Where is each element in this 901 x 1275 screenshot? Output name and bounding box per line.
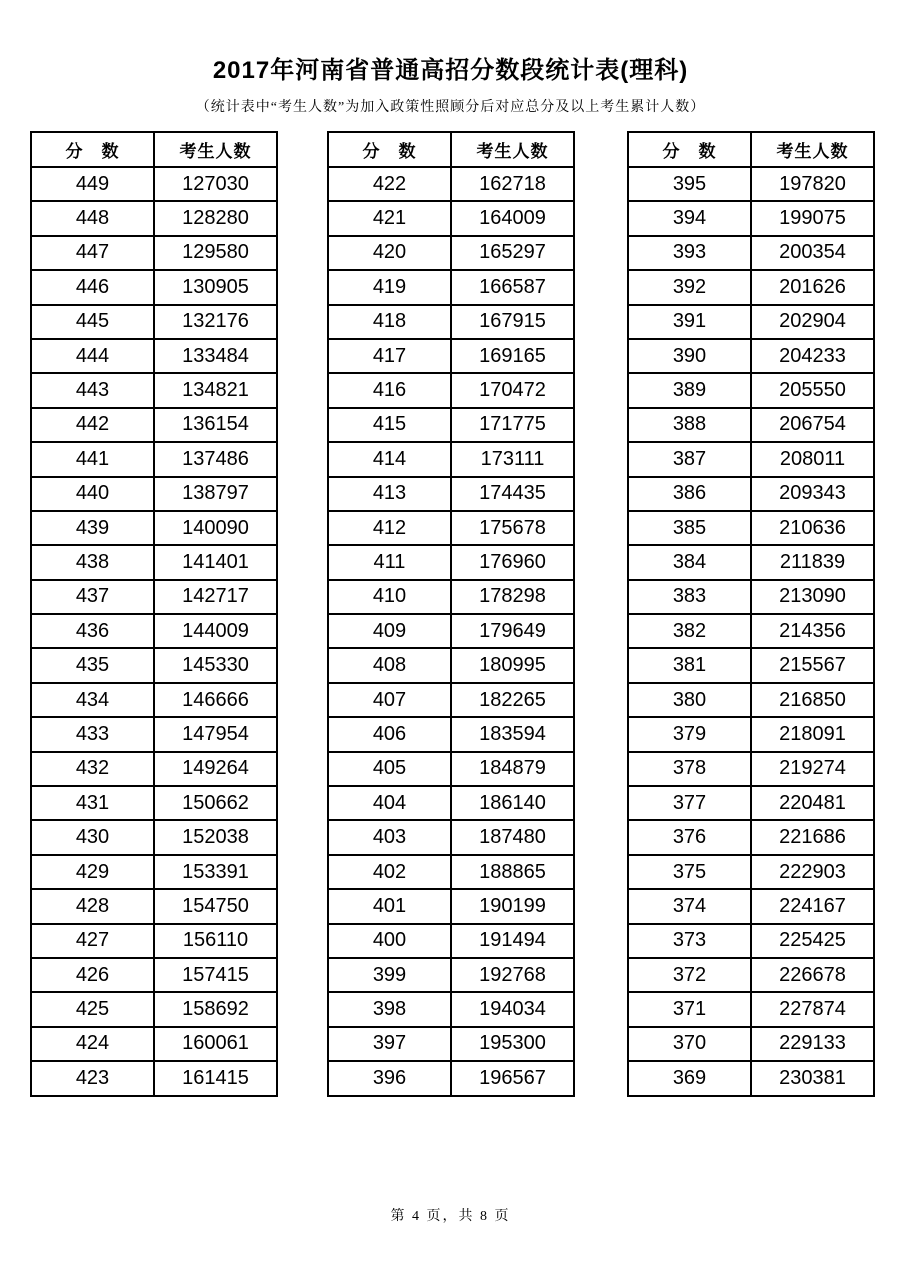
score-cell: 425 (31, 992, 154, 1026)
count-cell: 202904 (751, 305, 874, 339)
score-cell: 406 (328, 717, 451, 751)
table-row (328, 683, 574, 717)
count-cell: 214356 (751, 614, 874, 648)
count-cell: 171775 (451, 408, 574, 442)
score-cell: 419 (328, 270, 451, 304)
count-cell: 140090 (154, 511, 277, 545)
count-cell: 220481 (751, 786, 874, 820)
count-cell: 166587 (451, 270, 574, 304)
count-cell: 192768 (451, 958, 574, 992)
count-cell: 167915 (451, 305, 574, 339)
table-row (628, 855, 874, 889)
count-cell: 229133 (751, 1027, 874, 1061)
table-row (31, 270, 277, 304)
score-column-header: 分 数 (31, 132, 154, 167)
score-cell: 383 (628, 580, 751, 614)
score-cell: 396 (328, 1061, 451, 1095)
count-cell: 173111 (451, 442, 574, 476)
score-cell: 387 (628, 442, 751, 476)
score-cell: 371 (628, 992, 751, 1026)
page-subtitle: （统计表中“考生人数”为加入政策性照顾分后对应总分及以上考生累计人数） (195, 100, 706, 115)
score-cell: 423 (31, 1061, 154, 1095)
table-row (328, 236, 574, 270)
table-row (31, 717, 277, 751)
count-column-header: 考生人数 (451, 132, 574, 167)
count-cell: 175678 (451, 511, 574, 545)
table-row (628, 305, 874, 339)
table-row (31, 1061, 277, 1095)
table-row (628, 545, 874, 579)
table-row (328, 339, 574, 373)
score-table-middle (327, 131, 575, 1097)
score-cell: 379 (628, 717, 751, 751)
score-cell: 393 (628, 236, 751, 270)
table-row (628, 1061, 874, 1095)
table-row (328, 270, 574, 304)
count-cell: 226678 (751, 958, 874, 992)
score-cell: 449 (31, 167, 154, 201)
table-row (628, 992, 874, 1026)
count-cell: 153391 (154, 855, 277, 889)
table-row (328, 580, 574, 614)
count-cell: 150662 (154, 786, 277, 820)
score-cell: 404 (328, 786, 451, 820)
score-column-header: 分 数 (628, 132, 751, 167)
table-row (328, 1027, 574, 1061)
count-cell: 195300 (451, 1027, 574, 1061)
count-cell: 156110 (154, 924, 277, 958)
score-cell: 433 (31, 717, 154, 751)
count-cell: 162718 (451, 167, 574, 201)
table-row (628, 1027, 874, 1061)
count-cell: 170472 (451, 373, 574, 407)
score-cell: 434 (31, 683, 154, 717)
count-cell: 127030 (154, 167, 277, 201)
count-cell: 206754 (751, 408, 874, 442)
table-row (628, 648, 874, 682)
score-cell: 416 (328, 373, 451, 407)
table-row (628, 270, 874, 304)
table-row (31, 167, 277, 201)
count-cell: 205550 (751, 373, 874, 407)
count-cell: 208011 (751, 442, 874, 476)
table-row (31, 236, 277, 270)
score-cell: 391 (628, 305, 751, 339)
count-cell: 130905 (154, 270, 277, 304)
count-cell: 158692 (154, 992, 277, 1026)
count-cell: 136154 (154, 408, 277, 442)
table-row (628, 339, 874, 373)
table-row (628, 683, 874, 717)
count-cell: 174435 (451, 477, 574, 511)
score-cell: 400 (328, 924, 451, 958)
table-row (628, 717, 874, 751)
score-cell: 399 (328, 958, 451, 992)
table-row (31, 201, 277, 235)
score-cell: 390 (628, 339, 751, 373)
score-cell: 439 (31, 511, 154, 545)
count-cell: 194034 (451, 992, 574, 1026)
count-cell: 132176 (154, 305, 277, 339)
score-cell: 417 (328, 339, 451, 373)
table-row (328, 752, 574, 786)
score-cell: 442 (31, 408, 154, 442)
table-header-row (628, 132, 874, 167)
table-row (31, 373, 277, 407)
table-row (31, 580, 277, 614)
table-row (328, 167, 574, 201)
table-row (31, 408, 277, 442)
score-cell: 376 (628, 820, 751, 854)
table-row (628, 511, 874, 545)
table-row (31, 477, 277, 511)
table-row (328, 305, 574, 339)
count-cell: 128280 (154, 201, 277, 235)
table-row (628, 889, 874, 923)
score-cell: 424 (31, 1027, 154, 1061)
count-cell: 225425 (751, 924, 874, 958)
table-row (628, 752, 874, 786)
table-row (328, 511, 574, 545)
score-cell: 413 (328, 477, 451, 511)
table-row (628, 373, 874, 407)
score-cell: 447 (31, 236, 154, 270)
score-table-right (627, 131, 875, 1097)
score-cell: 409 (328, 614, 451, 648)
table-row (31, 511, 277, 545)
count-cell: 190199 (451, 889, 574, 923)
score-cell: 436 (31, 614, 154, 648)
score-cell: 384 (628, 545, 751, 579)
table-row (328, 786, 574, 820)
score-cell: 402 (328, 855, 451, 889)
table-row (328, 373, 574, 407)
count-cell: 137486 (154, 442, 277, 476)
count-cell: 129580 (154, 236, 277, 270)
table-row (328, 408, 574, 442)
count-cell: 164009 (451, 201, 574, 235)
count-cell: 216850 (751, 683, 874, 717)
score-cell: 429 (31, 855, 154, 889)
score-cell: 375 (628, 855, 751, 889)
score-cell: 388 (628, 408, 751, 442)
score-cell: 418 (328, 305, 451, 339)
score-cell: 395 (628, 167, 751, 201)
score-cell: 378 (628, 752, 751, 786)
score-cell: 410 (328, 580, 451, 614)
table-row (328, 924, 574, 958)
score-cell: 392 (628, 270, 751, 304)
table-row (628, 442, 874, 476)
count-cell: 191494 (451, 924, 574, 958)
score-cell: 446 (31, 270, 154, 304)
count-cell: 219274 (751, 752, 874, 786)
score-cell: 389 (628, 373, 751, 407)
count-cell: 210636 (751, 511, 874, 545)
count-column-header: 考生人数 (751, 132, 874, 167)
score-cell: 377 (628, 786, 751, 820)
score-cell: 426 (31, 958, 154, 992)
table-row (328, 1061, 574, 1095)
count-cell: 179649 (451, 614, 574, 648)
score-cell: 385 (628, 511, 751, 545)
table-row (328, 820, 574, 854)
table-row (328, 442, 574, 476)
table-row (628, 477, 874, 511)
score-cell: 382 (628, 614, 751, 648)
table-row (31, 1027, 277, 1061)
count-cell: 204233 (751, 339, 874, 373)
table-row (328, 201, 574, 235)
score-column-header: 分 数 (328, 132, 451, 167)
score-cell: 421 (328, 201, 451, 235)
count-cell: 215567 (751, 648, 874, 682)
score-cell: 420 (328, 236, 451, 270)
count-cell: 165297 (451, 236, 574, 270)
count-cell: 209343 (751, 477, 874, 511)
page-footer: 第 4 页，共 8 页 (390, 1209, 511, 1224)
score-cell: 435 (31, 648, 154, 682)
score-cell: 415 (328, 408, 451, 442)
table-row (31, 958, 277, 992)
count-cell: 187480 (451, 820, 574, 854)
count-cell: 224167 (751, 889, 874, 923)
table-row (31, 305, 277, 339)
score-cell: 438 (31, 545, 154, 579)
score-cell: 397 (328, 1027, 451, 1061)
table-row (31, 648, 277, 682)
count-cell: 221686 (751, 820, 874, 854)
table-row (328, 614, 574, 648)
count-cell: 182265 (451, 683, 574, 717)
score-cell: 370 (628, 1027, 751, 1061)
count-cell: 157415 (154, 958, 277, 992)
count-cell: 213090 (751, 580, 874, 614)
table-row (628, 580, 874, 614)
table-row (628, 201, 874, 235)
table-row (31, 683, 277, 717)
score-cell: 380 (628, 683, 751, 717)
count-cell: 147954 (154, 717, 277, 751)
count-cell: 222903 (751, 855, 874, 889)
count-cell: 152038 (154, 820, 277, 854)
count-cell: 199075 (751, 201, 874, 235)
count-cell: 145330 (154, 648, 277, 682)
table-row (31, 752, 277, 786)
table-row (31, 889, 277, 923)
page-title: 2017年河南省普通高招分数段统计表(理科) (212, 57, 689, 84)
table-row (628, 236, 874, 270)
table-row (328, 889, 574, 923)
score-cell: 369 (628, 1061, 751, 1095)
table-row (328, 717, 574, 751)
count-cell: 154750 (154, 889, 277, 923)
table-row (31, 786, 277, 820)
score-cell: 373 (628, 924, 751, 958)
table-row (628, 958, 874, 992)
score-cell: 430 (31, 820, 154, 854)
score-cell: 411 (328, 545, 451, 579)
count-cell: 146666 (154, 683, 277, 717)
count-cell: 178298 (451, 580, 574, 614)
count-cell: 142717 (154, 580, 277, 614)
score-cell: 443 (31, 373, 154, 407)
table-row (628, 408, 874, 442)
count-cell: 227874 (751, 992, 874, 1026)
table-header-row (328, 132, 574, 167)
count-cell: 161415 (154, 1061, 277, 1095)
count-cell: 180995 (451, 648, 574, 682)
table-row (328, 958, 574, 992)
count-cell: 184879 (451, 752, 574, 786)
count-cell: 144009 (154, 614, 277, 648)
count-cell: 188865 (451, 855, 574, 889)
table-row (31, 545, 277, 579)
count-cell: 183594 (451, 717, 574, 751)
count-cell: 160061 (154, 1027, 277, 1061)
count-cell: 211839 (751, 545, 874, 579)
score-cell: 432 (31, 752, 154, 786)
table-row (628, 820, 874, 854)
score-cell: 441 (31, 442, 154, 476)
score-table-left (30, 131, 278, 1097)
score-cell: 374 (628, 889, 751, 923)
table-row (31, 820, 277, 854)
score-cell: 422 (328, 167, 451, 201)
score-cell: 412 (328, 511, 451, 545)
table-row (31, 924, 277, 958)
score-cell: 405 (328, 752, 451, 786)
table-row (328, 477, 574, 511)
score-cell: 403 (328, 820, 451, 854)
score-cell: 414 (328, 442, 451, 476)
score-cell: 444 (31, 339, 154, 373)
score-cell: 407 (328, 683, 451, 717)
score-cell: 408 (328, 648, 451, 682)
table-row (328, 855, 574, 889)
table-row (31, 442, 277, 476)
score-cell: 448 (31, 201, 154, 235)
score-cell: 440 (31, 477, 154, 511)
count-cell: 169165 (451, 339, 574, 373)
score-cell: 372 (628, 958, 751, 992)
table-row (31, 339, 277, 373)
count-cell: 201626 (751, 270, 874, 304)
table-row (628, 786, 874, 820)
score-cell: 401 (328, 889, 451, 923)
score-cell: 437 (31, 580, 154, 614)
count-cell: 196567 (451, 1061, 574, 1095)
count-cell: 133484 (154, 339, 277, 373)
count-cell: 218091 (751, 717, 874, 751)
score-cell: 428 (31, 889, 154, 923)
score-cell: 445 (31, 305, 154, 339)
count-cell: 141401 (154, 545, 277, 579)
table-row (31, 992, 277, 1026)
score-cell: 431 (31, 786, 154, 820)
table-row (31, 614, 277, 648)
count-cell: 197820 (751, 167, 874, 201)
table-row (328, 545, 574, 579)
count-cell: 200354 (751, 236, 874, 270)
count-cell: 134821 (154, 373, 277, 407)
table-row (628, 614, 874, 648)
count-column-header: 考生人数 (154, 132, 277, 167)
count-cell: 138797 (154, 477, 277, 511)
table-row (628, 924, 874, 958)
score-cell: 427 (31, 924, 154, 958)
count-cell: 149264 (154, 752, 277, 786)
count-cell: 230381 (751, 1061, 874, 1095)
table-row (328, 992, 574, 1026)
table-row (31, 855, 277, 889)
score-cell: 398 (328, 992, 451, 1026)
score-cell: 386 (628, 477, 751, 511)
score-cell: 394 (628, 201, 751, 235)
table-header-row (31, 132, 277, 167)
table-row (328, 648, 574, 682)
table-row (628, 167, 874, 201)
count-cell: 186140 (451, 786, 574, 820)
score-cell: 381 (628, 648, 751, 682)
count-cell: 176960 (451, 545, 574, 579)
